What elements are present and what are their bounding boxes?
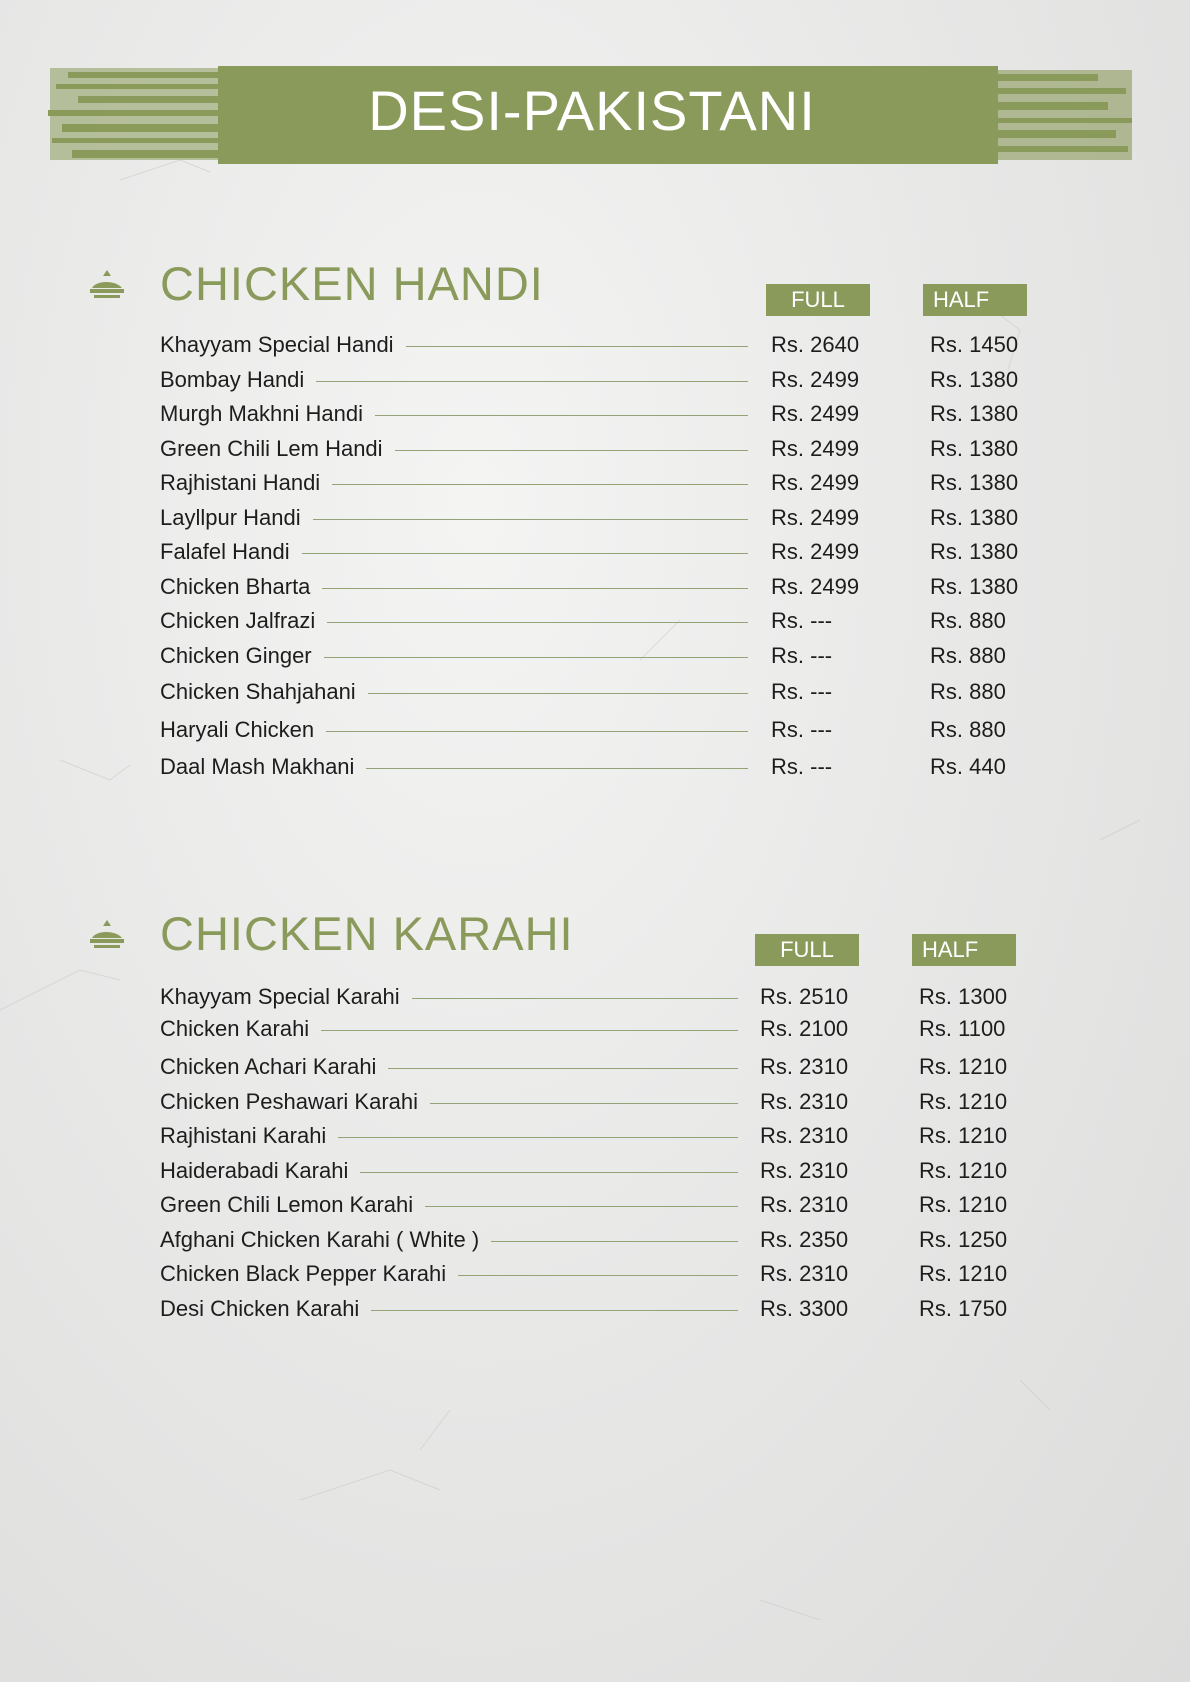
leader-line [360,1172,738,1173]
half-price: Rs. 1380 [930,436,1019,461]
menu-item-row [0,982,1190,1012]
full-price: Rs. 2499 [771,367,860,392]
item-name: Haiderabadi Karahi [160,1158,349,1183]
item-name: Desi Chicken Karahi [160,1296,360,1321]
full-price: Rs. --- [771,754,833,779]
menu-item-row [0,330,1190,360]
item-name: Daal Mash Makhani [160,754,355,779]
full-price: Rs. --- [771,608,833,633]
leader-line [316,381,748,382]
item-name: Green Chili Lemon Karahi [160,1192,414,1217]
menu-item-row [0,1259,1190,1289]
leader-line [324,657,748,658]
half-price: Rs. 1210 [919,1089,1008,1114]
half-price: Rs. 1380 [930,401,1019,426]
half-price: Rs. 880 [930,717,1006,742]
leader-line [371,1310,738,1311]
item-name: Afghani Chicken Karahi ( White ) [160,1227,480,1252]
full-price: Rs. 2499 [771,470,860,495]
leader-line [406,346,748,347]
half-price: Rs. 880 [930,608,1006,633]
full-price: Rs. 2310 [760,1123,849,1148]
menu-item-row [0,399,1190,429]
menu-item-row [0,1190,1190,1220]
half-price: Rs. 1210 [919,1123,1008,1148]
menu-item-row [0,1294,1190,1324]
leader-line [375,415,748,416]
full-price: Rs. --- [771,643,833,668]
half-price: Rs. 1250 [919,1227,1008,1252]
half-price: Rs. 1380 [930,539,1019,564]
full-price: Rs. 2499 [771,436,860,461]
item-name: Layllpur Handi [160,505,301,530]
menu-item-row [0,752,1190,782]
serving-dish-icon [88,916,126,950]
item-name: Rajhistani Handi [160,470,321,495]
half-price: Rs. 1450 [930,332,1019,357]
half-price: Rs. 1380 [930,367,1019,392]
full-price: Rs. 2310 [760,1054,849,1079]
menu-item-row [0,1014,1190,1044]
half-price: Rs. 1100 [919,1016,1006,1041]
half-price: Rs. 1300 [919,984,1008,1009]
half-price: Rs. 1750 [919,1296,1008,1321]
leader-line [302,553,748,554]
serving-dish-icon [88,266,126,300]
leader-line [395,450,748,451]
leader-line [327,622,748,623]
menu-item-row [0,468,1190,498]
page-banner [48,66,1136,164]
menu-item-row [0,1087,1190,1117]
menu-item-row [0,1225,1190,1255]
full-price: Rs. 2310 [760,1089,849,1114]
full-price: Rs. 2640 [771,332,860,357]
half-price: Rs. 440 [930,754,1006,779]
menu-item-row [0,572,1190,602]
leader-line [322,588,748,589]
item-name: Chicken Ginger [160,643,312,668]
menu-item-row [0,434,1190,464]
item-name: Chicken Jalfrazi [160,608,316,633]
full-price: Rs. 2310 [760,1261,849,1286]
half-price: Rs. 1380 [930,470,1019,495]
half-column-header: HALF [912,934,1016,966]
item-name: Chicken Bharta [160,574,311,599]
item-name: Haryali Chicken [160,717,315,742]
menu-item-row [0,365,1190,395]
full-price: Rs. --- [771,679,833,704]
section-title: CHICKEN KARAHI [160,907,574,960]
menu-item-row [0,715,1190,745]
half-price: Rs. 880 [930,679,1006,704]
half-price: Rs. 1210 [919,1261,1008,1286]
page-title: DESI-PAKISTANI [368,79,816,142]
item-name: Murgh Makhni Handi [160,401,363,426]
full-column-header: FULL [766,284,870,316]
leader-line [388,1068,738,1069]
menu-item-row [0,606,1190,636]
leader-line [430,1103,738,1104]
item-name: Khayyam Special Karahi [160,984,400,1009]
item-name: Bombay Handi [160,367,305,392]
menu-item-row [0,503,1190,533]
item-name: Khayyam Special Handi [160,332,394,357]
item-name: Chicken Achari Karahi [160,1054,377,1079]
leader-line [326,731,748,732]
menu-item-row [0,1121,1190,1151]
half-price: Rs. 1380 [930,505,1019,530]
item-name: Chicken Peshawari Karahi [160,1089,419,1114]
full-price: Rs. 2499 [771,539,860,564]
half-column-header: HALF [923,284,1027,316]
leader-line [458,1275,738,1276]
half-price: Rs. 1210 [919,1158,1008,1183]
full-price: Rs. 2510 [760,984,849,1009]
full-price: Rs. 2499 [771,574,860,599]
leader-line [368,693,748,694]
half-price: Rs. 1210 [919,1192,1008,1217]
menu-item-row [0,537,1190,567]
full-price: Rs. 2499 [771,401,860,426]
leader-line [313,519,748,520]
item-name: Chicken Karahi [160,1016,310,1041]
item-name: Rajhistani Karahi [160,1123,327,1148]
leader-line [425,1206,738,1207]
leader-line [366,768,748,769]
menu-item-row [0,677,1190,707]
half-price: Rs. 1380 [930,574,1019,599]
leader-line [338,1137,738,1138]
menu-item-row [0,641,1190,671]
item-name: Chicken Black Pepper Karahi [160,1261,447,1286]
item-name: Green Chili Lem Handi [160,436,383,461]
full-price: Rs. 2100 [760,1016,849,1041]
full-price: Rs. 2350 [760,1227,849,1252]
half-price: Rs. 1210 [919,1054,1008,1079]
section-title: CHICKEN HANDI [160,257,544,310]
leader-line [332,484,748,485]
half-price: Rs. 880 [930,643,1006,668]
full-column-header: FULL [755,934,859,966]
item-name: Chicken Shahjahani [160,679,356,704]
item-name: Falafel Handi [160,539,290,564]
full-price: Rs. 3300 [760,1296,849,1321]
leader-line [491,1241,738,1242]
full-price: Rs. 2310 [760,1158,849,1183]
menu-item-row [0,1156,1190,1186]
leader-line [321,1030,738,1031]
full-price: Rs. 2310 [760,1192,849,1217]
menu-item-row [0,1052,1190,1082]
leader-line [412,998,738,999]
full-price: Rs. 2499 [771,505,860,530]
full-price: Rs. --- [771,717,833,742]
